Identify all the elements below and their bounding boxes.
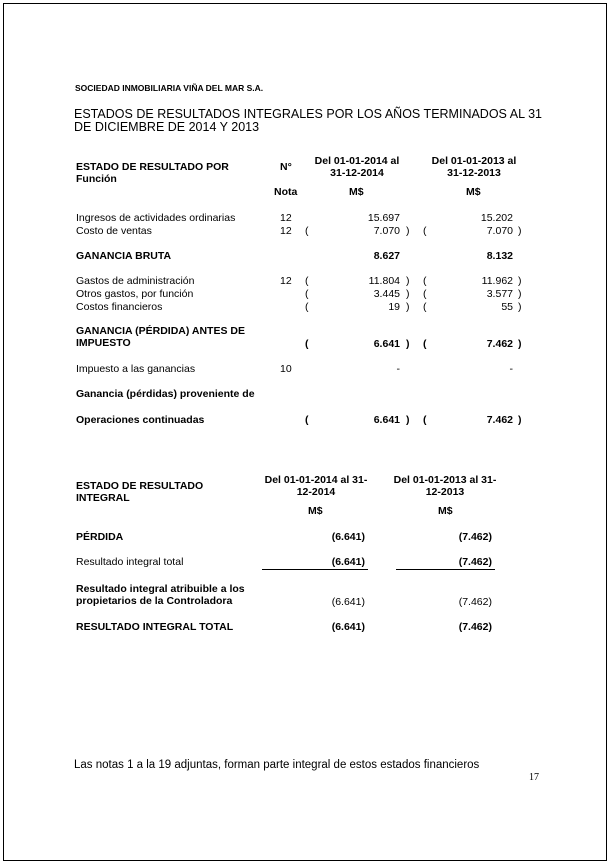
- row-label: Ganancia (pérdidas) proveniente de: [76, 388, 255, 400]
- row-value-2013: -: [509, 363, 513, 375]
- row-close-paren-2014: ): [406, 414, 410, 426]
- row-open-paren-2013: (: [423, 275, 427, 287]
- row-value-2014: 11.804: [368, 275, 400, 287]
- row-open-paren-2013: (: [423, 338, 427, 350]
- row-value-2014: (6.641): [331, 556, 365, 568]
- total-underline-2014: [262, 569, 368, 570]
- row-value-2013: 15.202: [480, 212, 513, 224]
- row-label: Resultado integral atribuible a los propietarios de la Controladora: [76, 583, 245, 607]
- table2-heading: ESTADO DE RESULTADO INTEGRAL: [76, 480, 204, 504]
- row-value-2013: (7.462): [458, 596, 492, 608]
- table1-col2013-header: Del 01-01-2013 al 31-12-2013: [431, 155, 517, 179]
- table2-unit-2014: M$: [308, 505, 323, 517]
- row-label: Costo de ventas: [76, 225, 152, 237]
- table1-heading: ESTADO DE RESULTADO POR Función: [76, 161, 229, 185]
- footer-note: Las notas 1 a la 19 adjuntas, forman parte integral de estos estados financieros: [74, 759, 480, 771]
- row-value-2013: (7.462): [458, 621, 492, 633]
- row-value-2013: 11.962: [481, 275, 513, 287]
- row-value-2013: 7.462: [486, 414, 513, 426]
- row-open-paren-2014: (: [305, 288, 309, 300]
- total-underline-2013: [396, 569, 495, 570]
- row-close-paren-2014: ): [406, 225, 410, 237]
- row-close-paren-2013: ): [518, 275, 522, 287]
- row-label: GANANCIA BRUTA: [76, 250, 172, 262]
- page-number: 17: [529, 772, 539, 783]
- row-close-paren-2013: ): [518, 225, 522, 237]
- row-open-paren-2014: (: [305, 338, 309, 350]
- table1-nota-header: Nota: [274, 186, 298, 198]
- row-label: RESULTADO INTEGRAL TOTAL: [76, 621, 234, 633]
- row-value-2014: (6.641): [331, 596, 365, 608]
- table1-col2014-header: Del 01-01-2014 al 31-12-2014: [314, 155, 400, 179]
- row-label: Costos financieros: [76, 301, 163, 313]
- row-value-2014: 8.627: [373, 250, 400, 262]
- row-open-paren-2014: (: [305, 225, 309, 237]
- table2-unit-2013: M$: [438, 505, 453, 517]
- row-value-2014: 7.070: [373, 225, 400, 237]
- row-value-2014: (6.641): [331, 531, 365, 543]
- row-label: Otros gastos, por función: [76, 288, 194, 300]
- row-nota: 10: [280, 363, 292, 375]
- row-value-2014: 6.641: [373, 414, 400, 426]
- table1-unit-2013: M$: [466, 186, 481, 198]
- row-open-paren-2013: (: [423, 301, 427, 313]
- row-label: PÉRDIDA: [76, 531, 124, 543]
- row-close-paren-2013: ): [518, 288, 522, 300]
- row-open-paren-2014: (: [305, 301, 309, 313]
- table2-col2014-header: Del 01-01-2014 al 31-12-2014: [264, 474, 368, 498]
- row-close-paren-2014: ): [406, 275, 410, 287]
- row-nota: 12: [280, 275, 292, 287]
- row-value-2014: 3.445: [373, 288, 400, 300]
- row-value-2013: (7.462): [458, 531, 492, 543]
- row-value-2014: 19: [388, 301, 400, 313]
- row-close-paren-2014: ): [406, 301, 410, 313]
- row-value-2013: 3.577: [486, 288, 513, 300]
- row-close-paren-2013: ): [518, 338, 522, 350]
- row-value-2013: (7.462): [458, 556, 492, 568]
- row-label: Impuesto a las ganancias: [76, 363, 196, 375]
- row-value-2013: 8.132: [486, 250, 513, 262]
- row-nota: 12: [280, 225, 292, 237]
- report-title: ESTADOS DE RESULTADOS INTEGRALES POR LOS AÑOS TERMINADOS AL 31 DE DICIEMBRE DE 2014 Y 2013: [74, 107, 542, 134]
- company-name: SOCIEDAD INMOBILIARIA VIÑA DEL MAR S.A.: [75, 83, 264, 93]
- row-value-2014: 15.697: [367, 212, 400, 224]
- row-value-2013: 7.462: [486, 338, 513, 350]
- row-label: Operaciones continuadas: [76, 414, 205, 426]
- row-value-2013: 55: [501, 301, 513, 313]
- row-close-paren-2014: ): [406, 288, 410, 300]
- row-value-2014: (6.641): [331, 621, 365, 633]
- row-open-paren-2014: (: [305, 275, 309, 287]
- row-open-paren-2014: (: [305, 414, 309, 426]
- row-nota: 12: [280, 212, 292, 224]
- row-open-paren-2013: (: [423, 414, 427, 426]
- row-label: Resultado integral total: [76, 556, 184, 568]
- table2-col2013-header: Del 01-01-2013 al 31-12-2013: [393, 474, 497, 498]
- row-label: GANANCIA (PÉRDIDA) ANTES DE IMPUESTO: [76, 325, 245, 349]
- row-open-paren-2013: (: [423, 225, 427, 237]
- row-close-paren-2014: ): [406, 338, 410, 350]
- row-value-2013: 7.070: [486, 225, 513, 237]
- row-value-2014: -: [396, 363, 400, 375]
- row-close-paren-2013: ): [518, 414, 522, 426]
- row-label: Ingresos de actividades ordinarias: [76, 212, 236, 224]
- row-label: Gastos de administración: [76, 275, 195, 287]
- row-value-2014: 6.641: [373, 338, 400, 350]
- table1-unit-2014: M$: [349, 186, 364, 198]
- table1-nro-header: N°: [280, 161, 292, 173]
- row-open-paren-2013: (: [423, 288, 427, 300]
- row-close-paren-2013: ): [518, 301, 522, 313]
